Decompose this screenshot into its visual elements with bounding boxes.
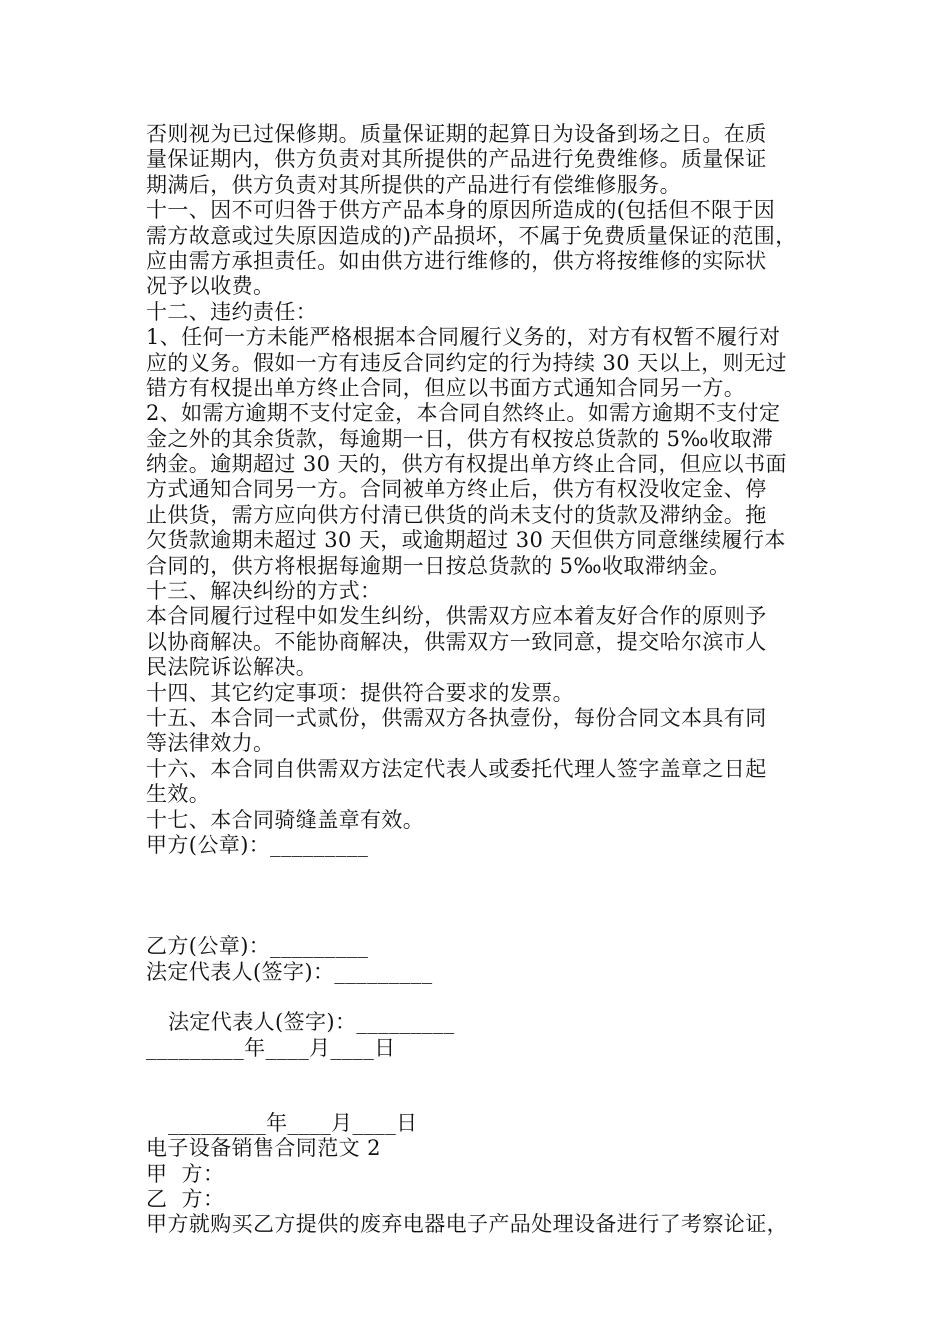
text-line: 况予以收费。: [146, 274, 275, 299]
text-line: 以协商解决。不能协商解决，供需双方一致同意，提交哈尔滨市人: [146, 629, 767, 654]
clause-15: 十五、本合同一式贰份，供需双方各执壹份，每份合同文本具有同: [146, 705, 767, 730]
party-b-label: 乙 方：: [146, 1187, 225, 1212]
clause-17: 十七、本合同骑缝盖章有效。: [146, 807, 425, 832]
signature-block: [146, 833, 826, 1136]
signature-spacer: [146, 1061, 826, 1111]
text-line: 本合同履行过程中如发生纠纷，供需双方应本着友好合作的原则予: [146, 604, 767, 629]
text-line: 2、如需方逾期不支付定金，本合同自然终止。如需方逾期不支付定: [146, 401, 781, 426]
clause-14: 十四、其它约定事项：提供符合要求的发票。: [146, 680, 574, 705]
text-line: 止供货，需方应向供方付清已供货的尚未支付的货款及滞纳金。拖: [146, 502, 767, 527]
text-line: 错方有权提出单方终止合同，但应以书面方式通知合同另一方。: [146, 375, 746, 400]
text-line: 合同的，供方将根据每逾期一日按总货款的 5‰收取滞纳金。: [146, 553, 731, 578]
clause-12-heading: 十二、违约责任：: [146, 299, 318, 324]
text-line: 量保证期内，供方负责对其所提供的产品进行免费维修。质量保证: [146, 147, 767, 172]
text-line: 应的义务。假如一方有违反合同约定的行为持续 30 天以上，则无过: [146, 350, 787, 375]
intro-paragraph: 甲方就购买乙方提供的废弃电器电子产品处理设备进行了考察论证，: [146, 1212, 788, 1237]
text-line: 民法院诉讼解决。: [146, 655, 318, 680]
text-line: 生效。: [146, 782, 211, 807]
party-b-seal: 乙方(公章)：_________: [146, 934, 369, 959]
text-line: 1、任何一方未能严格根据本合同履行义务的，对方有权暂不履行对: [146, 325, 781, 350]
clause-13-heading: 十三、解决纠纷的方式：: [146, 579, 382, 604]
legal-rep-signature: 法定代表人(签字)：_________: [146, 959, 433, 984]
document-title: 电子设备销售合同范文 2: [146, 1136, 381, 1161]
party-a-seal: 甲方(公章)：_________: [146, 832, 369, 857]
text-line: 等法律效力。: [146, 731, 275, 756]
document-page: [146, 122, 826, 1238]
next-document: [146, 1136, 826, 1238]
clause-11: 十一、因不可归咎于供方产品本身的原因所造成的(包括但不限于因: [146, 198, 776, 223]
text-line: 期满后，供方负责对其所提供的产品进行有偿维修服务。: [146, 172, 681, 197]
signature-spacer: [146, 985, 826, 1010]
signature-date: _________年____月____日: [146, 1035, 396, 1060]
text-line: 欠货款逾期未超过 30 天，或逾期超过 30 天但供方同意继续履行本: [146, 528, 786, 553]
contract-body: [146, 122, 826, 833]
party-a-label: 甲 方：: [146, 1161, 225, 1186]
signature-spacer: [146, 858, 826, 934]
text-line: 纳金。逾期超过 30 天的，供方有权提出单方终止合同，但应以书面: [146, 452, 787, 477]
text-line: 应由需方承担责任。如由供方进行维修的，供方将按维修的实际状: [146, 248, 767, 273]
text-line: 否则视为已过保修期。质量保证期的起算日为设备到场之日。在质: [146, 122, 767, 146]
legal-rep-signature: 法定代表人(签字)：_________: [168, 1010, 455, 1035]
clause-16: 十六、本合同自供需双方法定代表人或委托代理人签字盖章之日起: [146, 756, 767, 781]
text-line: 需方故意或过失原因造成的)产品损坏，不属于免费质量保证的范围，: [146, 223, 797, 248]
text-line: 金之外的其余货款，每逾期一日，供方有权按总货款的 5‰收取滞: [146, 426, 774, 451]
text-line: 方式通知合同另一方。合同被单方终止后，供方有权没收定金、停: [146, 477, 767, 502]
signature-date: _________年____月____日: [168, 1110, 418, 1135]
